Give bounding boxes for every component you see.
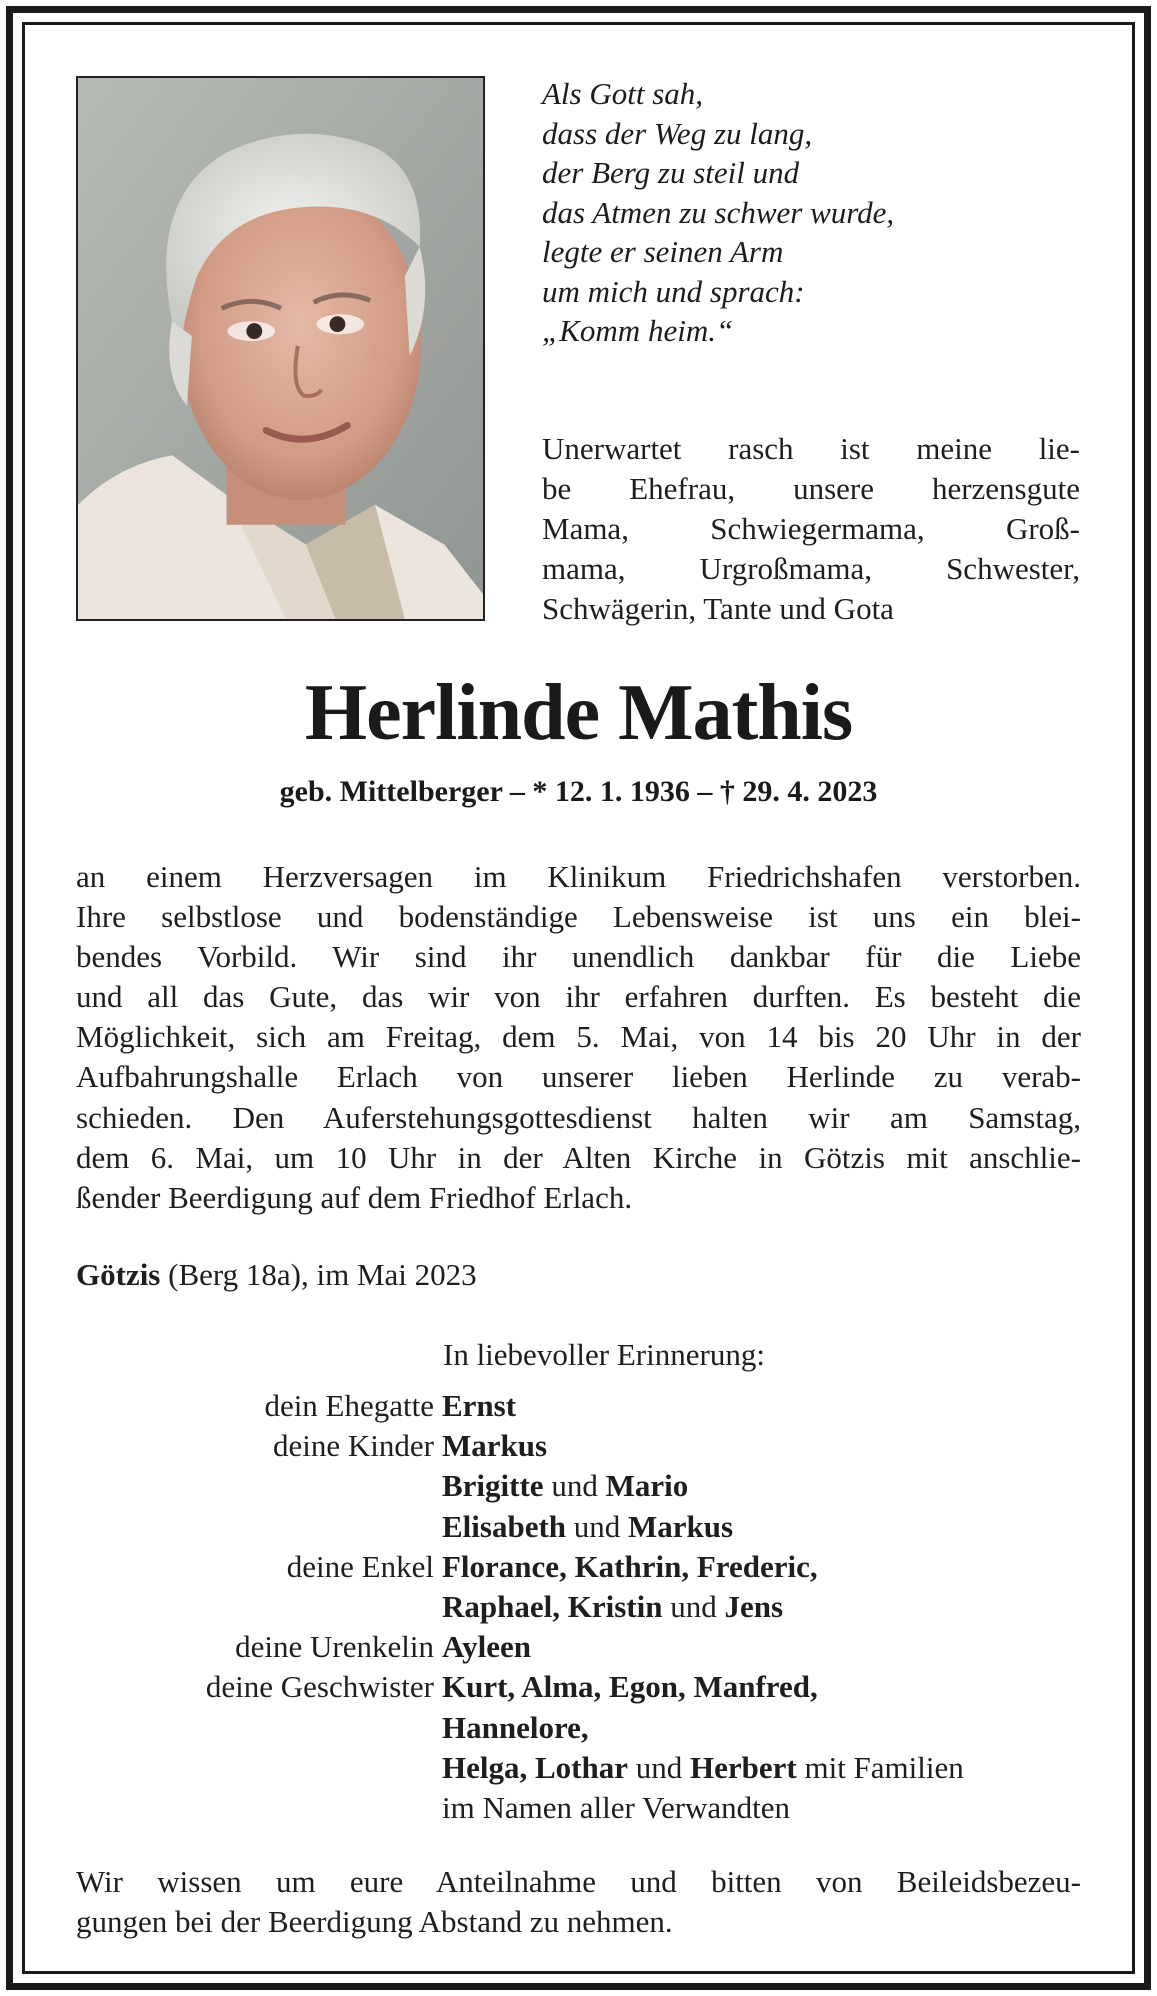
body-line: bendes Vorbild. Wir sind ihr unendlich dankbar für die Liebe bbox=[76, 939, 1081, 975]
family-label bbox=[76, 1466, 442, 1506]
body-line: dem 6. Mai, um 10 Uhr in der Alten Kirche in Götzis mit anschlie- bbox=[76, 1139, 1081, 1175]
poem-line: legte er seinen Arm bbox=[542, 234, 784, 269]
memory-heading: In liebevoller Erinnerung: bbox=[443, 1337, 765, 1372]
poem-line: um mich und sprach: bbox=[542, 273, 805, 309]
closing-line: Wir wissen um eure Anteilnahme und bitten von Beileidsbezeu- bbox=[76, 1864, 1081, 1899]
deceased-name: Herlinde Mathis bbox=[304, 669, 853, 757]
place-rest: (Berg 18a), im Mai 2023 bbox=[160, 1257, 477, 1292]
family-label: dein Ehegatte bbox=[264, 1388, 434, 1423]
intro-line: Schwägerin, Tante und Gota bbox=[542, 591, 894, 626]
family-label bbox=[76, 1587, 442, 1627]
family-label: deine Enkel bbox=[286, 1548, 434, 1584]
closing-note bbox=[76, 1862, 1081, 1942]
portrait-photo bbox=[76, 76, 485, 621]
body-line: Aufbahrungshalle Erlach von unserer lieben Herlinde zu verab- bbox=[76, 1059, 1081, 1095]
family-row bbox=[76, 1466, 1086, 1506]
family-names: Raphael, Kristin und Jens bbox=[442, 1588, 784, 1624]
intro-paragraph bbox=[542, 429, 1080, 629]
family-label: deine Geschwister bbox=[205, 1669, 434, 1705]
family-names: Helga, Lothar und Herbert mit Familien bbox=[442, 1749, 964, 1785]
obituary-body bbox=[76, 857, 1081, 1218]
family-row bbox=[76, 1627, 1086, 1667]
body-line: Möglichkeit, sich am Freitag, dem 5. Mai, von 14 bis 20 Uhr in der bbox=[76, 1019, 1081, 1055]
body-line: schieden. Den Auferstehungsgottesdienst halten wir am Samstag, bbox=[76, 1099, 1081, 1135]
family-label: deine Urenkelin bbox=[235, 1629, 434, 1665]
body-line: an einem Herzversagen im Klinikum Friedrichshafen verstorben. bbox=[76, 859, 1081, 894]
family-label bbox=[76, 1708, 442, 1748]
poem-line: dass der Weg zu lang, bbox=[542, 115, 813, 151]
family-row bbox=[76, 1708, 1086, 1748]
family-row bbox=[76, 1426, 1086, 1466]
family-row bbox=[76, 1547, 1086, 1587]
family-names: Florance, Kathrin, Frederic, bbox=[442, 1548, 818, 1584]
poem-line: „Komm heim.“ bbox=[542, 313, 734, 348]
family-row bbox=[76, 1386, 1086, 1426]
family-names: Brigitte und Mario bbox=[442, 1468, 689, 1504]
intro-line: be Ehefrau, unsere herzensgute bbox=[542, 471, 1080, 506]
family-names: Kurt, Alma, Egon, Manfred, bbox=[442, 1669, 818, 1705]
family-names: Elisabeth und Markus bbox=[442, 1508, 734, 1544]
body-line: Ihre selbstlose und bodenständige Lebensweise ist uns ein blei- bbox=[76, 899, 1081, 935]
poem-line: das Atmen zu schwer wurde, bbox=[542, 194, 895, 230]
place-and-date bbox=[76, 1255, 477, 1295]
family-row bbox=[76, 1587, 1086, 1627]
intro-line: mama, Urgroßmama, Schwester, bbox=[542, 551, 1080, 586]
family-names: Ernst bbox=[442, 1388, 517, 1423]
birth-death-dates: geb. Mittelberger – * 12. 1. 1936 – † 29. 4. 2023 bbox=[279, 775, 878, 808]
poem-line: der Berg zu steil und bbox=[542, 155, 800, 190]
family-label bbox=[76, 1748, 442, 1788]
intro-line: Unerwartet rasch ist meine lie- bbox=[542, 431, 1080, 466]
family-names: Ayleen bbox=[442, 1629, 531, 1665]
place-town: Götzis bbox=[76, 1257, 161, 1292]
family-label bbox=[76, 1788, 442, 1828]
family-list bbox=[76, 1386, 1086, 1828]
family-names: im Namen aller Verwandten bbox=[442, 1789, 791, 1825]
family-label: deine Kinder bbox=[273, 1428, 434, 1464]
family-row bbox=[76, 1667, 1086, 1707]
family-label bbox=[76, 1507, 442, 1547]
poem-line: Als Gott sah, bbox=[542, 76, 704, 111]
poem bbox=[542, 74, 1102, 351]
family-row bbox=[76, 1788, 1086, 1828]
intro-line: Mama, Schwiegermama, Groß- bbox=[542, 511, 1080, 546]
closing-line: gungen bei der Beerdigung Abstand zu nehmen. bbox=[76, 1904, 673, 1939]
body-line: und all das Gute, das wir von ihr erfahren durften. Es besteht die bbox=[76, 979, 1081, 1015]
family-row bbox=[76, 1507, 1086, 1547]
family-names: Markus bbox=[442, 1428, 548, 1464]
family-names: Hannelore, bbox=[442, 1709, 589, 1745]
body-line: ßender Beerdigung auf dem Friedhof Erlach. bbox=[76, 1179, 633, 1215]
family-row bbox=[76, 1748, 1086, 1788]
